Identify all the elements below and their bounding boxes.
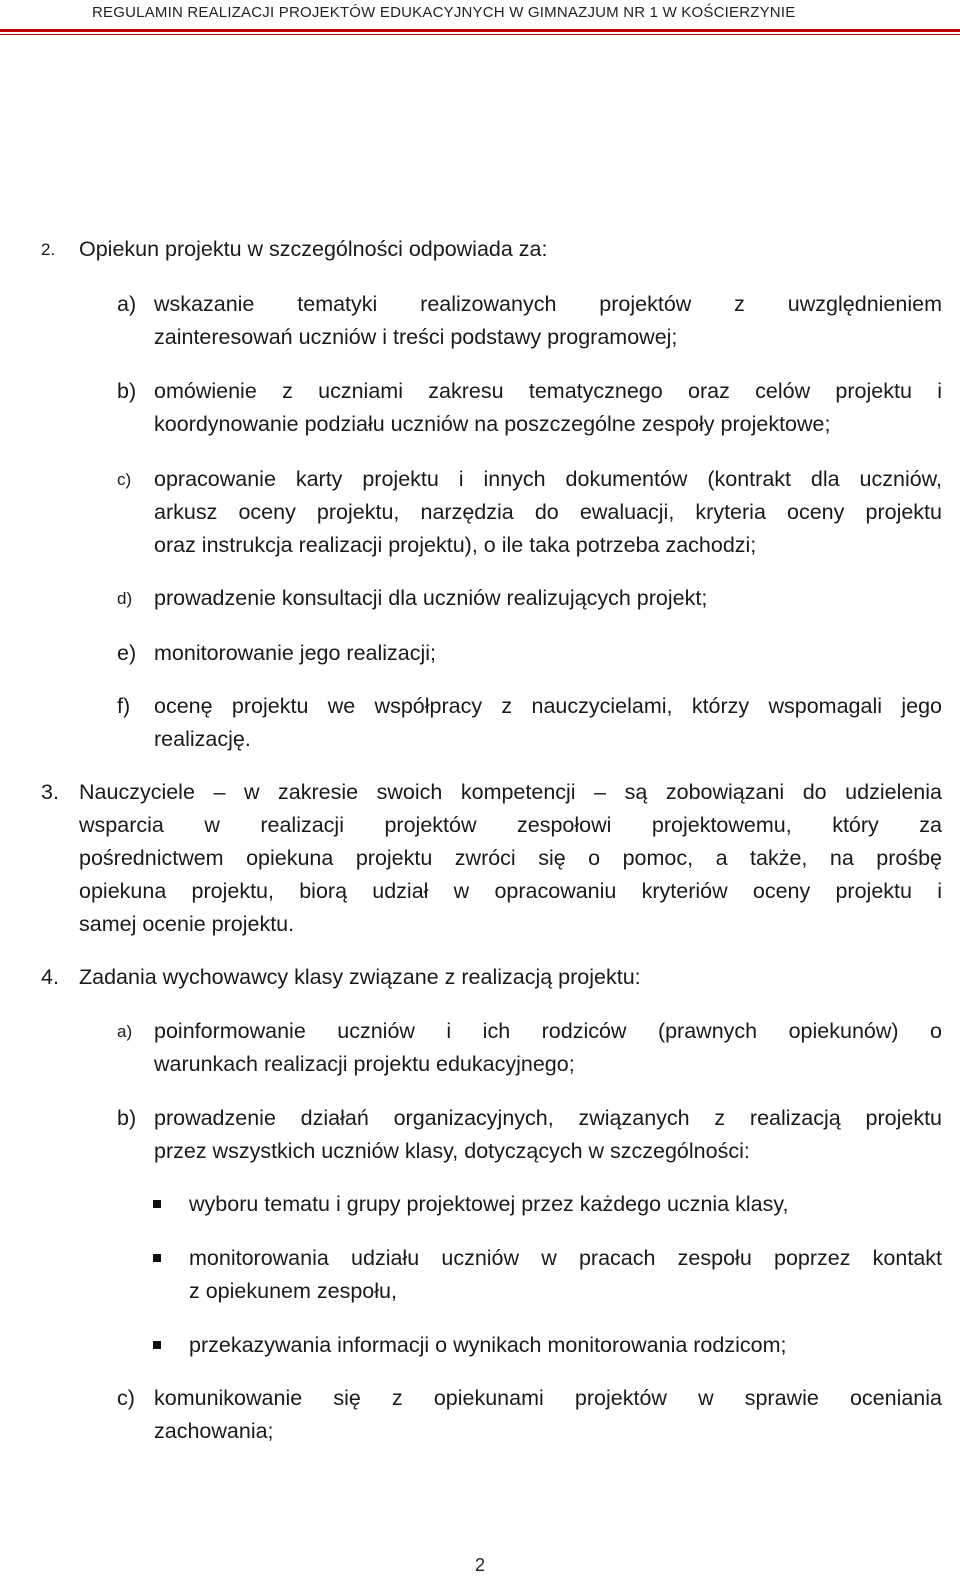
list-item-line: prowadzenie konsultacji dla uczniów realizujących projekt; [154, 586, 708, 610]
section-title: Zadania wychowawcy klasy związane z realizacją projektu: [79, 965, 641, 989]
page-number: 2 [474, 1555, 485, 1575]
bullet-item-line: monitorowania udziału uczniów w pracach zespołu poprzez kontakt [189, 1246, 942, 1270]
list-marker: e) [117, 641, 137, 665]
list-marker: d) [117, 589, 133, 608]
list-item-line: ocenę projektu we współpracy z nauczycielami, którzy wspomagali jego [154, 694, 942, 718]
list-item-line: oraz instrukcja realizacji projektu), o ile taka potrzeba zachodzi; [154, 533, 757, 557]
list-item-line: przez wszystkich uczniów klasy, dotyczących w szczególności: [154, 1139, 750, 1163]
bullet-marker [153, 1341, 161, 1349]
section-number: 2. [41, 240, 56, 259]
running-header-title: REGULAMIN REALIZACJI PROJEKTÓW EDUKACYJNYCH W GIMNAZJUM NR 1 W KOŚCIERZYNIE [92, 4, 796, 21]
list-item-line: warunkach realizacji projektu edukacyjnego; [154, 1052, 575, 1076]
running-header [0, 0, 960, 36]
list-item-line: koordynowanie podziału uczniów na poszczególne zespoły projektowe; [154, 412, 831, 436]
bullet-item-line: przekazywania informacji o wynikach monitorowania rodzicom; [189, 1333, 787, 1357]
list-item-line: omówienie z uczniami zakresu tematycznego oraz celów projektu i [154, 379, 942, 403]
list-marker: f) [117, 694, 131, 718]
list-marker: a) [117, 1022, 133, 1041]
list-item-line: wskazanie tematyki realizowanych projektów z uwzględnieniem [154, 292, 942, 316]
paragraph-line: samej ocenie projektu. [79, 912, 295, 936]
list-item-line: realizację. [154, 727, 251, 751]
section-number: 3. [41, 780, 59, 804]
list-item-line: zainteresowań uczniów i treści podstawy programowej; [154, 325, 678, 349]
header-rule [0, 29, 960, 32]
paragraph-line: opiekuna projektu, biorą udział w opracowaniu kryteriów oceny projektu i [79, 879, 942, 903]
header-rule-thin [0, 34, 960, 35]
list-marker: c) [117, 1386, 135, 1410]
paragraph-line: wsparcia w realizacji projektów zespołowi projektowemu, który za [79, 813, 942, 837]
list-item-line: zachowania; [154, 1419, 274, 1443]
bullet-marker [153, 1200, 161, 1208]
list-marker: a) [117, 292, 137, 316]
list-item-line: arkusz oceny projektu, narzędzia do ewaluacji, kryteria oceny projektu [154, 500, 942, 524]
section-title: Opiekun projektu w szczególności odpowiada za: [79, 237, 548, 261]
list-item-line: opracowanie karty projektu i innych dokumentów (kontrakt dla uczniów, [154, 467, 942, 491]
list-item-line: komunikowanie się z opiekunami projektów w sprawie oceniania [154, 1386, 942, 1410]
bullet-item-line: wyboru tematu i grupy projektowej przez każdego ucznia klasy, [189, 1192, 789, 1216]
list-item-line: poinformowanie uczniów i ich rodziców (prawnych opiekunów) o [154, 1019, 942, 1043]
list-item-line: monitorowanie jego realizacji; [154, 641, 437, 665]
bullet-marker [153, 1254, 161, 1262]
list-marker: b) [117, 1106, 137, 1130]
section-number: 4. [41, 965, 59, 989]
list-marker: c) [117, 470, 132, 489]
list-item-line: prowadzenie działań organizacyjnych, związanych z realizacją projektu [154, 1106, 942, 1130]
bullet-item-line: z opiekunem zespołu, [189, 1279, 397, 1303]
list-marker: b) [117, 379, 137, 403]
paragraph-line: pośrednictwem opiekuna projektu zwróci się o pomoc, a także, na prośbę [79, 846, 942, 870]
paragraph-line: Nauczyciele – w zakresie swoich kompetencji – są zobowiązani do udzielenia [79, 780, 942, 804]
